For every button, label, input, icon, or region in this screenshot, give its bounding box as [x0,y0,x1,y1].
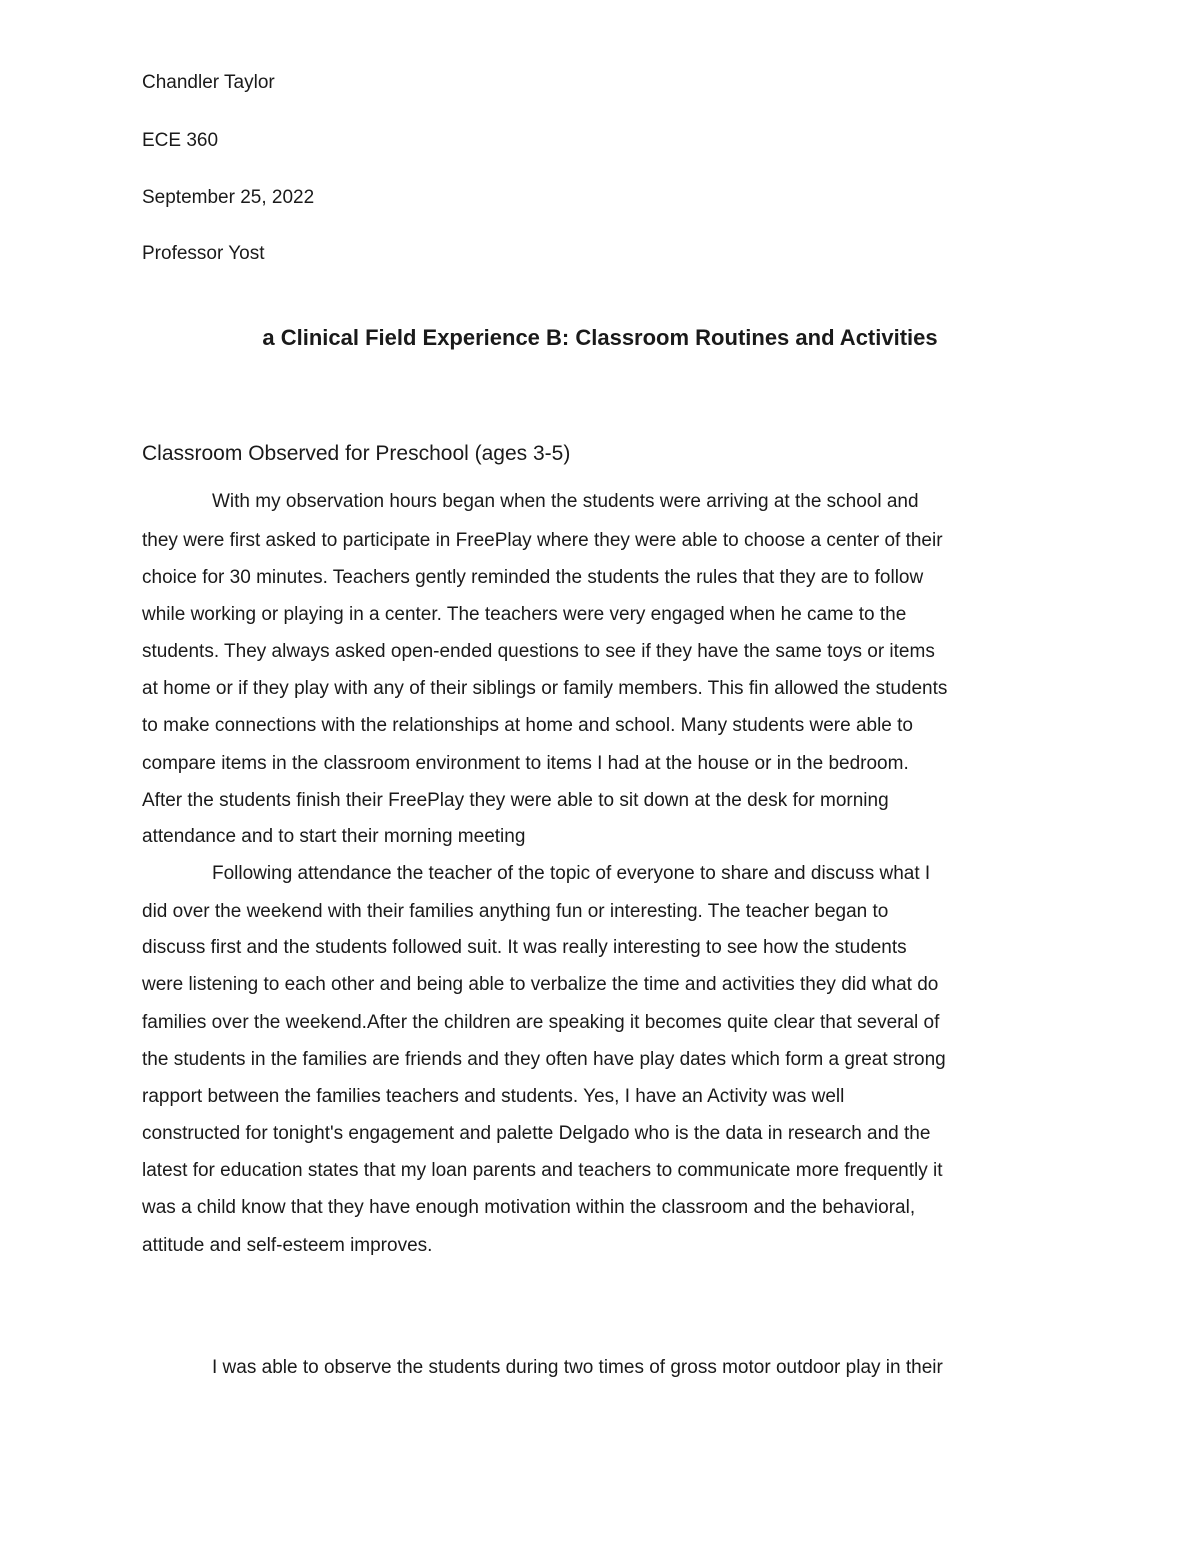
body-line: while working or playing in a center. The teachers were very engaged when he came to the [142,604,907,625]
section-heading: Classroom Observed for Preschool (ages 3-5) [142,442,571,465]
body-line: attitude and self-esteem improves. [142,1235,433,1256]
body-line: discuss first and the students followed suit. It was really interesting to see how the students [142,937,907,958]
body-line: latest for education states that my loan parents and teachers to communicate more frequently it [142,1160,943,1181]
body-line: students. They always asked open-ended questions to see if they have the same toys or items [142,641,935,662]
course-code: ECE 360 [142,130,219,151]
body-line: attendance and to start their morning meeting [142,826,526,847]
document-title: a Clinical Field Experience B: Classroom Routines and Activities [262,325,938,350]
body-line: Following attendance the teacher of the topic of everyone to share and discuss what I [212,863,931,884]
body-line: was a child know that they have enough motivation within the classroom and the behavioral, [142,1197,916,1218]
body-line: constructed for tonight's engagement and palette Delgado who is the data in research and the [142,1123,931,1144]
body-line: did over the weekend with their families anything fun or interesting. The teacher began to [142,901,889,922]
body-line: families over the weekend.After the children are speaking it becomes quite clear that several of [142,1012,940,1033]
body-line: the students in the families are friends and they often have play dates which form a great strong [142,1049,946,1070]
document-date: September 25, 2022 [142,187,315,208]
body-line: With my observation hours began when the students were arriving at the school and [212,491,919,512]
body-line: at home or if they play with any of their siblings or family members. This fin allowed the students [142,678,948,699]
body-line: I was able to observe the students during two times of gross motor outdoor play in their [212,1357,943,1378]
body-line: they were first asked to participate in FreePlay where they were able to choose a center of their [142,530,943,551]
body-line: to make connections with the relationships at home and school. Many students were able to [142,715,913,736]
body-line: compare items in the classroom environment to items I had at the house or in the bedroom. [142,753,909,774]
author-name: Chandler Taylor [142,72,275,93]
body-line: After the students finish their FreePlay they were able to sit down at the desk for morning [142,790,889,811]
professor-name: Professor Yost [142,243,265,264]
body-line: were listening to each other and being able to verbalize the time and activities they did what do [142,974,939,995]
body-line: choice for 30 minutes. Teachers gently reminded the students the rules that they are to follow [142,567,924,588]
body-line: rapport between the families teachers and students. Yes, I have an Activity was well [142,1086,845,1107]
